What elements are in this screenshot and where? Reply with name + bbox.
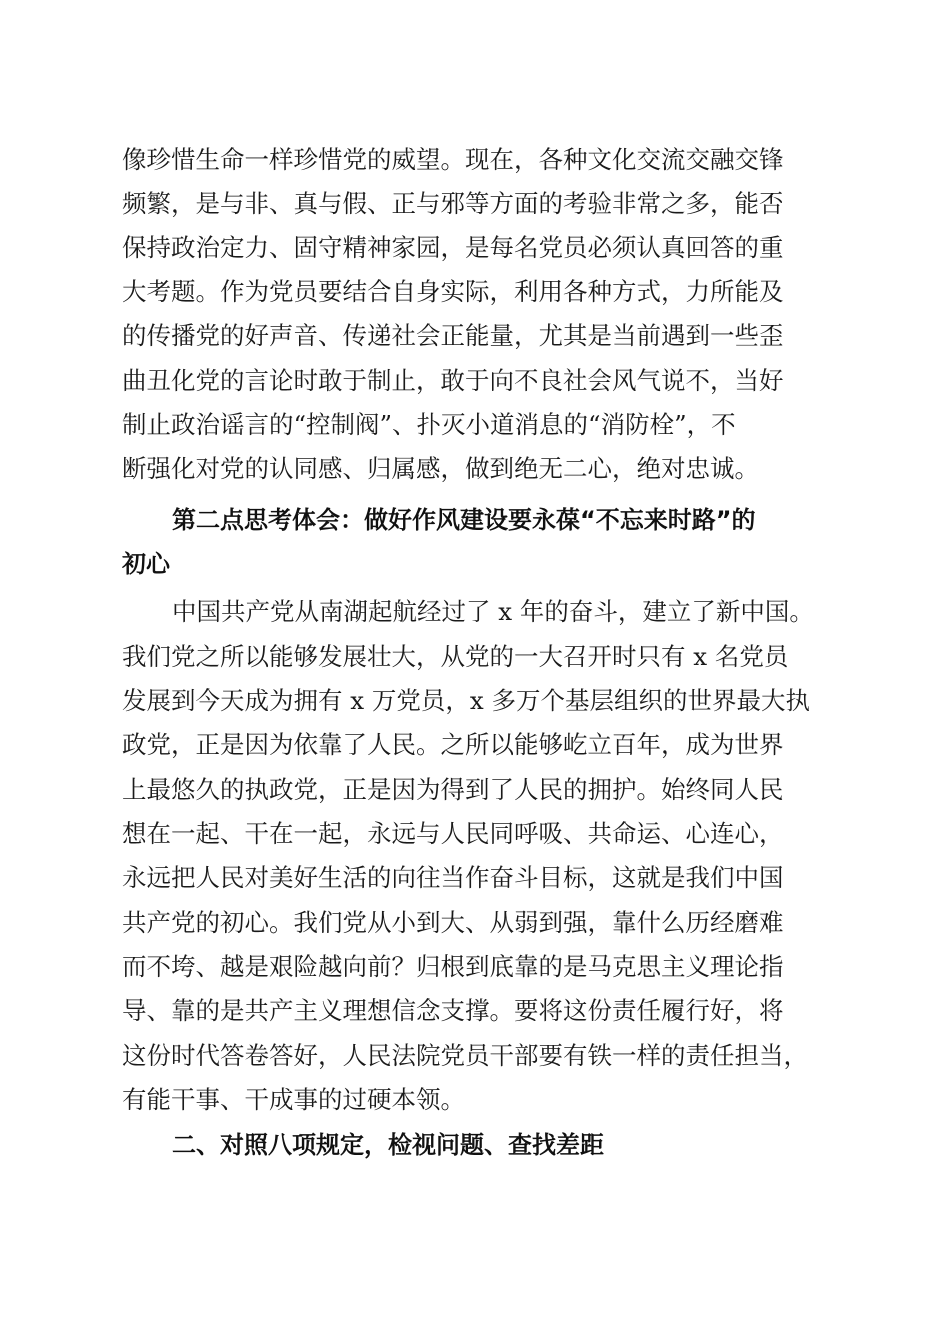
body-text-line: 中国共产党从南湖起航经过了 x 年的奋斗，建立了新中国。	[172, 597, 814, 626]
body-text-line: 保持政治定力、固守精神家园，是每名党员必须认真回答的重	[122, 233, 784, 262]
body-text-line: 这份时代答卷答好，人民法院党员干部要有铁一样的责任担当，	[122, 1041, 808, 1070]
body-text-line: 政党，正是因为依靠了人民。之所以能够屹立百年，成为世界	[122, 730, 784, 759]
body-text-line: 而不垮、越是艰险越向前？归根到底靠的是马克思主义理论指	[122, 952, 784, 981]
body-text-line: 我们党之所以能够发展壮大，从党的一大召开时只有 x 名党员	[122, 642, 789, 671]
body-text-line: 有能干事、干成事的过硬本领。	[122, 1085, 465, 1114]
body-text-line: 导、靠的是共产主义理想信念支撑。要将这份责任履行好，将	[122, 996, 784, 1025]
body-text-line: 曲丑化党的言论时敢于制止，敢于向不良社会风气说不，当好	[122, 366, 784, 395]
body-text-line: 频繁，是与非、真与假、正与邪等方面的考验非常之多，能否	[122, 189, 784, 218]
body-text-line: 上最悠久的执政党，正是因为得到了人民的拥护。始终同人民	[122, 775, 784, 804]
body-text-line: 共产党的初心。我们党从小到大、从弱到强，靠什么历经磨难	[122, 908, 784, 937]
body-text-line: 的传播党的好声音、传递社会正能量，尤其是当前遇到一些歪	[122, 321, 784, 350]
subheading-line: 初心	[122, 550, 170, 578]
body-text-line: 想在一起、干在一起，永远与人民同呼吸、共命运、心连心，	[122, 819, 784, 848]
body-text-line: 发展到今天成为拥有 x 万党员，x 多万个基层组织的世界最大执	[122, 686, 810, 715]
body-text-line: 永远把人民对美好生活的向往当作奋斗目标，这就是我们中国	[122, 863, 784, 892]
section-heading: 二、对照八项规定，检视问题、查找差距	[172, 1131, 604, 1159]
body-text-line: 制止政治谣言的“控制阀”、扑灭小道消息的“消防栓”，不	[122, 410, 736, 439]
subheading-line: 第二点思考体会：做好作风建设要永葆“不忘来时路”的	[172, 506, 756, 534]
body-text-line: 断强化对党的认同感、归属感，做到绝无二心，绝对忠诚。	[122, 454, 759, 483]
body-text-line: 大考题。作为党员要结合自身实际，利用各种方式，力所能及	[122, 277, 784, 306]
body-text-line: 像珍惜生命一样珍惜党的威望。现在，各种文化交流交融交锋	[122, 145, 784, 174]
